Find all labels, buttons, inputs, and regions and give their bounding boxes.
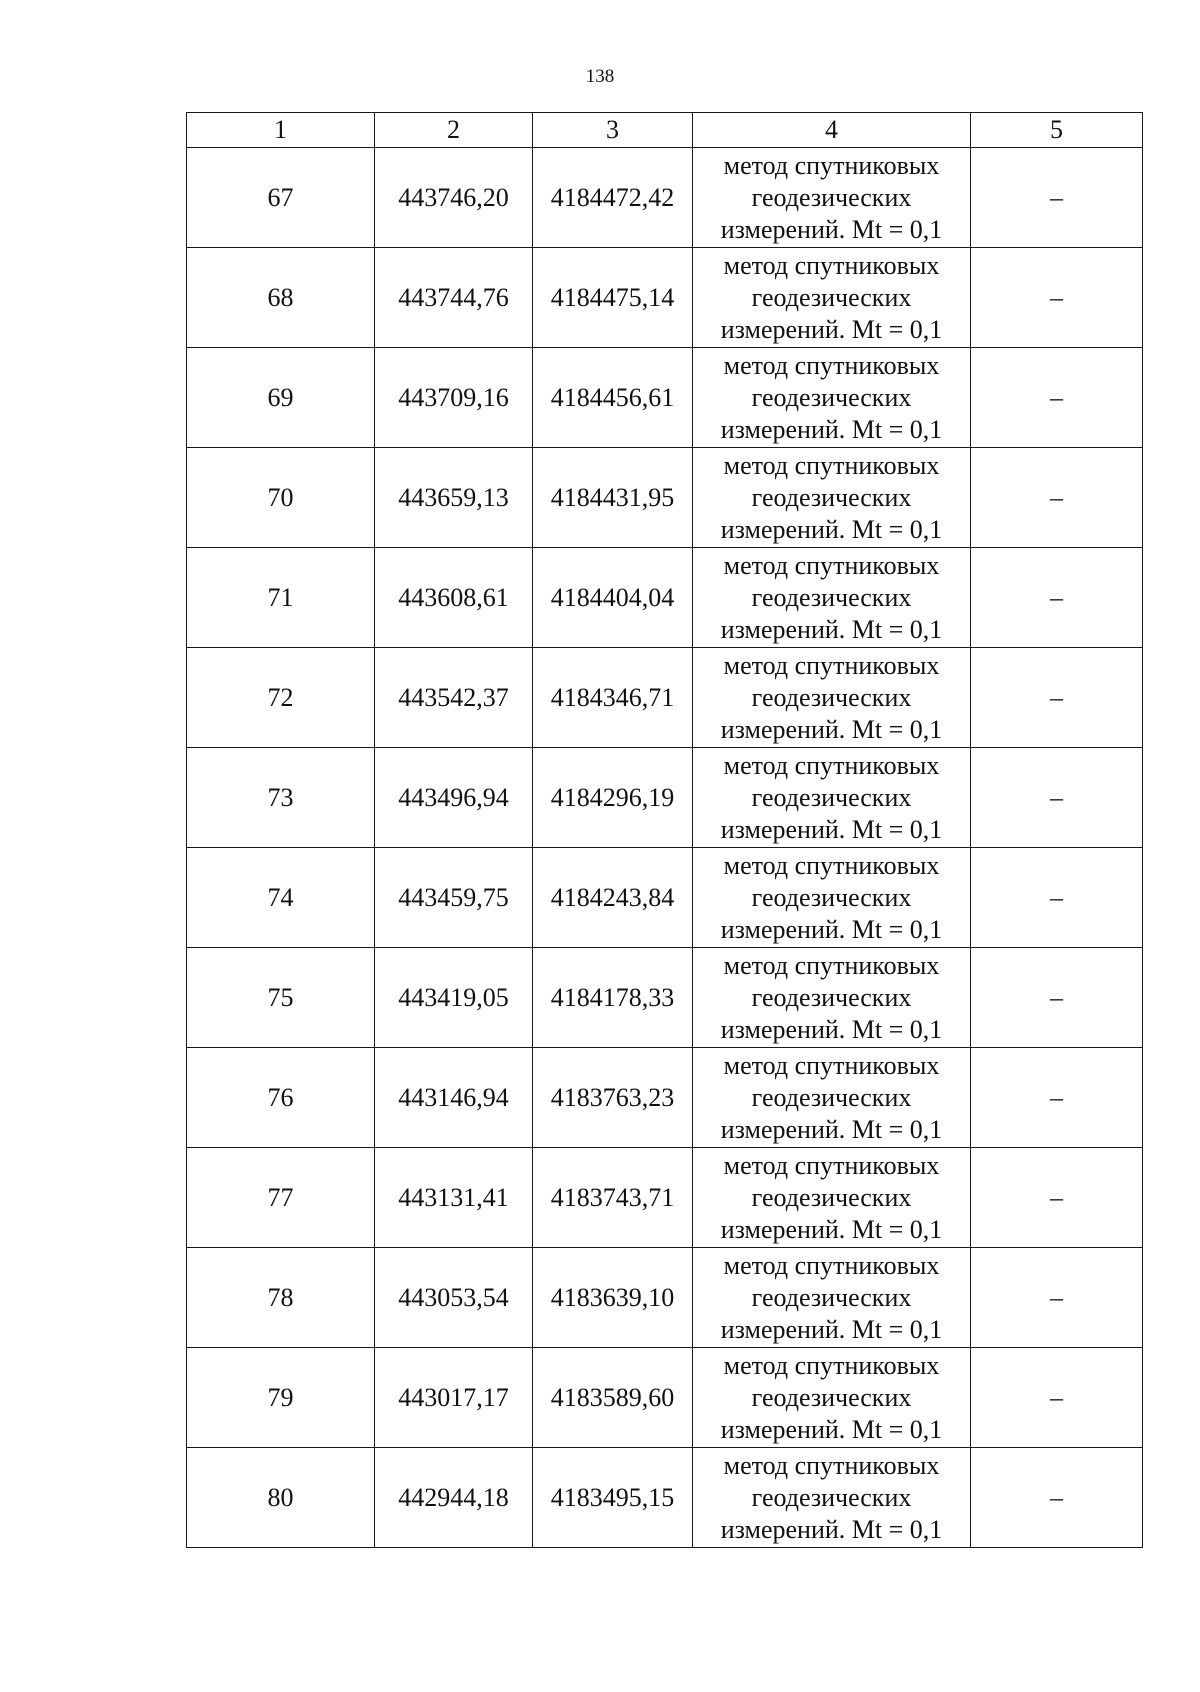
point-number-cell: 77 (187, 1148, 375, 1248)
note-cell: – (971, 1248, 1143, 1348)
y-coordinate-cell: 4183743,71 (533, 1148, 693, 1248)
y-coordinate-cell: 4184346,71 (533, 648, 693, 748)
table-row (187, 148, 1143, 248)
method-cell (693, 1248, 971, 1348)
method-cell (693, 948, 971, 1048)
table-row (187, 748, 1143, 848)
method-text-line: измерений. Mt = 0,1 (720, 214, 943, 244)
point-number-cell: 70 (187, 448, 375, 548)
table-row (187, 1048, 1143, 1148)
y-coordinate-cell: 4184404,04 (533, 548, 693, 648)
x-coordinate-cell: 443131,41 (375, 1148, 533, 1248)
method-cell (693, 348, 971, 448)
method-cell (693, 1448, 971, 1548)
method-text-line: метод спутниковых (723, 950, 940, 980)
method-text-line: геодезических (751, 1382, 912, 1412)
method-text-line: метод спутниковых (723, 250, 940, 280)
y-coordinate-cell: 4183639,10 (533, 1248, 693, 1348)
method-cell (693, 248, 971, 348)
method-cell (693, 1148, 971, 1248)
method-cell (693, 148, 971, 248)
method-text-line: метод спутниковых (723, 750, 940, 780)
method-text-line: геодезических (751, 1182, 912, 1212)
method-text-line: метод спутниковых (723, 650, 940, 680)
y-coordinate-cell: 4184472,42 (533, 148, 693, 248)
y-coordinate-cell: 4183495,15 (533, 1448, 693, 1548)
method-text-line: метод спутниковых (723, 1450, 940, 1480)
method-text-line: геодезических (751, 382, 912, 412)
method-text-line: геодезических (751, 582, 912, 612)
table-row (187, 1348, 1143, 1448)
table-row (187, 1148, 1143, 1248)
y-coordinate-cell: 4183589,60 (533, 1348, 693, 1448)
y-coordinate-cell: 4184431,95 (533, 448, 693, 548)
method-text-line: метод спутниковых (723, 350, 940, 380)
x-coordinate-cell: 442944,18 (375, 1448, 533, 1548)
note-cell: – (971, 1148, 1143, 1248)
method-text-line: измерений. Mt = 0,1 (720, 1314, 943, 1344)
note-cell: – (971, 948, 1143, 1048)
note-cell: – (971, 348, 1143, 448)
point-number-cell: 68 (187, 248, 375, 348)
method-text-line: метод спутниковых (723, 850, 940, 880)
method-text-line: геодезических (751, 982, 912, 1012)
note-cell: – (971, 148, 1143, 248)
method-cell (693, 548, 971, 648)
method-text-line: измерений. Mt = 0,1 (720, 714, 943, 744)
method-text-line: метод спутниковых (723, 1250, 940, 1280)
method-text-line: метод спутниковых (723, 1150, 940, 1180)
point-number-cell: 76 (187, 1048, 375, 1148)
method-text-line: геодезических (751, 1482, 912, 1512)
method-text-line: геодезических (751, 182, 912, 212)
method-cell (693, 648, 971, 748)
method-text-line: измерений. Mt = 0,1 (720, 814, 943, 844)
x-coordinate-cell: 443659,13 (375, 448, 533, 548)
note-cell: – (971, 548, 1143, 648)
column-header-1: 1 (187, 113, 375, 148)
point-number-cell: 67 (187, 148, 375, 248)
table-row (187, 848, 1143, 948)
header-row (187, 113, 1143, 148)
x-coordinate-cell: 443542,37 (375, 648, 533, 748)
x-coordinate-cell: 443496,94 (375, 748, 533, 848)
method-text-line: измерений. Mt = 0,1 (720, 1514, 943, 1544)
table-row (187, 348, 1143, 448)
method-text-line: геодезических (751, 1082, 912, 1112)
method-cell (693, 848, 971, 948)
table-row (187, 648, 1143, 748)
point-number-cell: 74 (187, 848, 375, 948)
method-text-line: геодезических (751, 282, 912, 312)
method-text-line: измерений. Mt = 0,1 (720, 314, 943, 344)
y-coordinate-cell: 4184178,33 (533, 948, 693, 1048)
note-cell: – (971, 1048, 1143, 1148)
point-number-cell: 78 (187, 1248, 375, 1348)
column-header-2: 2 (375, 113, 533, 148)
x-coordinate-cell: 443744,76 (375, 248, 533, 348)
method-text-line: метод спутниковых (723, 550, 940, 580)
method-text-line: геодезических (751, 782, 912, 812)
table-row (187, 248, 1143, 348)
note-cell: – (971, 648, 1143, 748)
method-text-line: измерений. Mt = 0,1 (720, 414, 943, 444)
point-number-cell: 69 (187, 348, 375, 448)
method-cell (693, 448, 971, 548)
x-coordinate-cell: 443608,61 (375, 548, 533, 648)
column-header-5: 5 (971, 113, 1143, 148)
column-header-3: 3 (533, 113, 693, 148)
method-text-line: геодезических (751, 882, 912, 912)
table-row (187, 948, 1143, 1048)
point-number-cell: 71 (187, 548, 375, 648)
table-row (187, 1248, 1143, 1348)
method-text-line: геодезических (751, 682, 912, 712)
coordinates-table (186, 112, 1143, 1548)
method-text-line: метод спутниковых (723, 1350, 940, 1380)
x-coordinate-cell: 443459,75 (375, 848, 533, 948)
method-text-line: геодезических (751, 1282, 912, 1312)
x-coordinate-cell: 443053,54 (375, 1248, 533, 1348)
table-body (187, 148, 1143, 1548)
note-cell: – (971, 448, 1143, 548)
x-coordinate-cell: 443709,16 (375, 348, 533, 448)
point-number-cell: 73 (187, 748, 375, 848)
method-text-line: измерений. Mt = 0,1 (720, 1014, 943, 1044)
method-text-line: измерений. Mt = 0,1 (720, 1114, 943, 1144)
method-cell (693, 1048, 971, 1148)
method-text-line: измерений. Mt = 0,1 (720, 614, 943, 644)
y-coordinate-cell: 4184456,61 (533, 348, 693, 448)
method-text-line: измерений. Mt = 0,1 (720, 514, 943, 544)
method-cell (693, 748, 971, 848)
method-text-line: измерений. Mt = 0,1 (720, 1214, 943, 1244)
x-coordinate-cell: 443017,17 (375, 1348, 533, 1448)
note-cell: – (971, 248, 1143, 348)
method-text-line: геодезических (751, 482, 912, 512)
note-cell: – (971, 1348, 1143, 1448)
method-cell (693, 1348, 971, 1448)
method-text-line: измерений. Mt = 0,1 (720, 914, 943, 944)
x-coordinate-cell: 443419,05 (375, 948, 533, 1048)
method-text-line: измерений. Mt = 0,1 (720, 1414, 943, 1444)
point-number-cell: 80 (187, 1448, 375, 1548)
x-coordinate-cell: 443146,94 (375, 1048, 533, 1148)
table-row (187, 548, 1143, 648)
method-text-line: метод спутниковых (723, 450, 940, 480)
point-number-cell: 79 (187, 1348, 375, 1448)
point-number-cell: 75 (187, 948, 375, 1048)
method-text-line: метод спутниковых (723, 1050, 940, 1080)
column-header-4: 4 (693, 113, 971, 148)
x-coordinate-cell: 443746,20 (375, 148, 533, 248)
table-row (187, 1448, 1143, 1548)
point-number-cell: 72 (187, 648, 375, 748)
table-header (187, 113, 1143, 148)
page-number: 138 (585, 66, 615, 87)
y-coordinate-cell: 4183763,23 (533, 1048, 693, 1148)
note-cell: – (971, 848, 1143, 948)
y-coordinate-cell: 4184296,19 (533, 748, 693, 848)
table-row (187, 448, 1143, 548)
method-text-line: метод спутниковых (723, 150, 940, 180)
note-cell: – (971, 1448, 1143, 1548)
y-coordinate-cell: 4184475,14 (533, 248, 693, 348)
y-coordinate-cell: 4184243,84 (533, 848, 693, 948)
note-cell: – (971, 748, 1143, 848)
